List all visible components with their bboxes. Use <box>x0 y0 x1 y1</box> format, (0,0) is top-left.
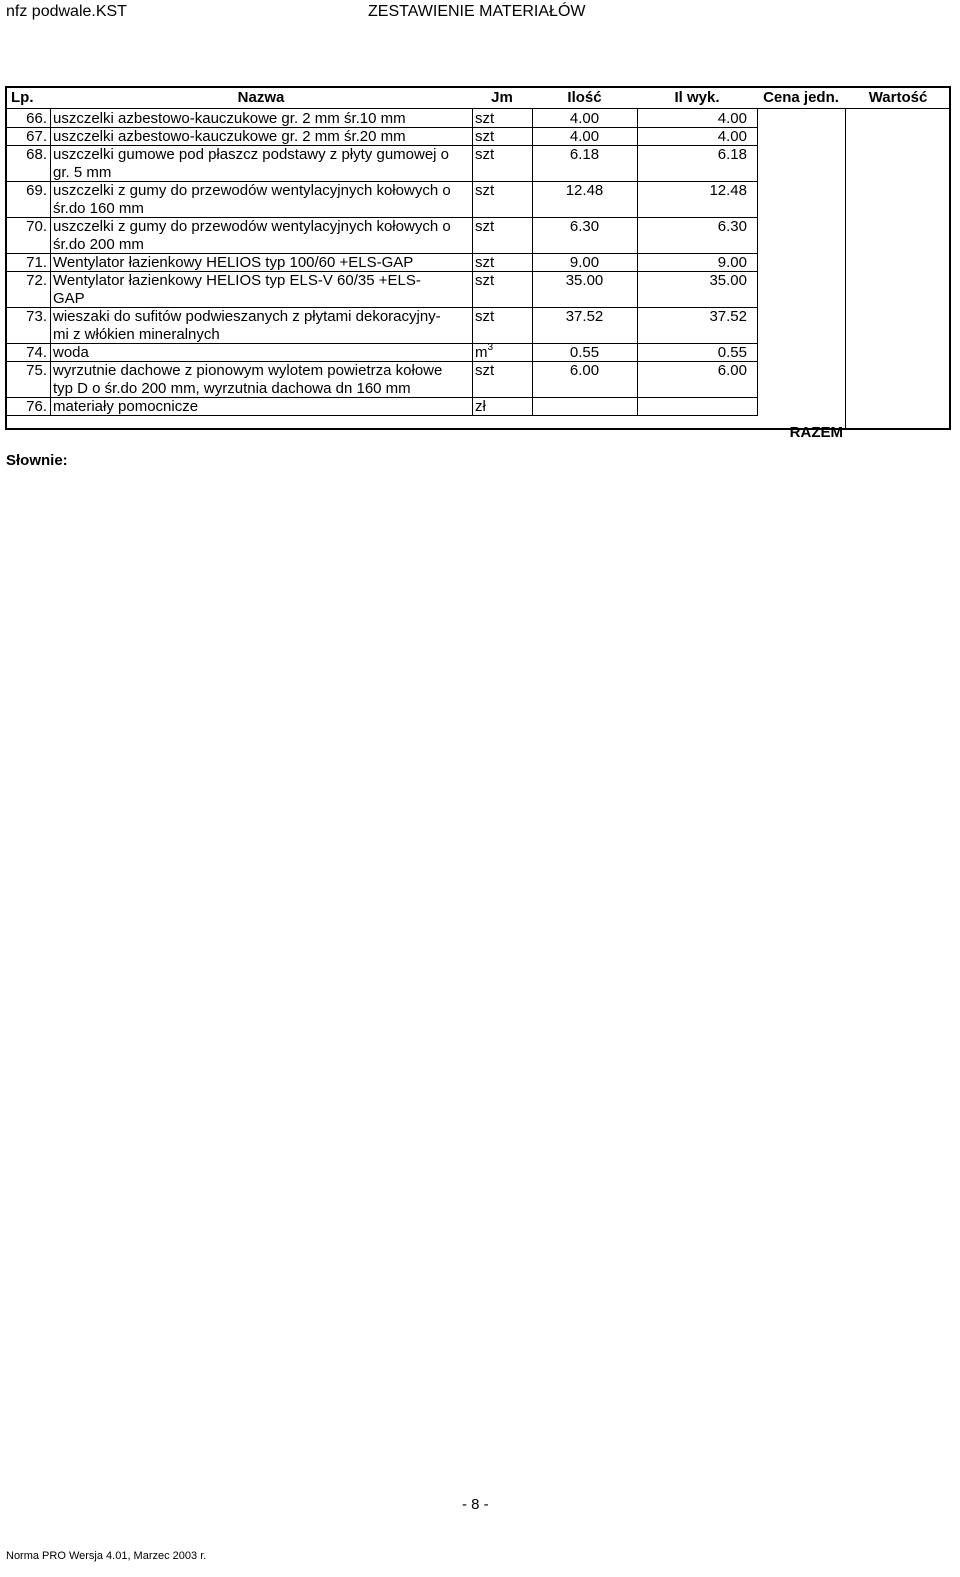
row-ilosc: 6.30 <box>569 218 600 235</box>
row-name: śr.do 200 mm <box>53 236 144 253</box>
row-il-wyk: 37.52 <box>709 308 747 325</box>
row-ilosc: 9.00 <box>569 254 600 271</box>
row-name: uszczelki z gumy do przewodów wentylacyjnych kołowych o <box>53 182 451 199</box>
row-il-wyk: 6.18 <box>717 146 747 163</box>
total-label: RAZEM <box>789 424 843 441</box>
column-divider <box>532 108 533 415</box>
table-border-right <box>949 86 951 430</box>
row-il-wyk: 12.48 <box>709 182 747 199</box>
row-name: Wentylator łazienkowy HELIOS typ ELS-V 60/35 +ELS- <box>53 272 421 289</box>
row-lp: 73. <box>26 308 47 325</box>
row-name: uszczelki gumowe pod płaszcz podstawy z płyty gumowej o <box>53 146 450 163</box>
row-il-wyk: 4.00 <box>717 110 747 127</box>
column-divider <box>472 108 473 415</box>
row-jm: $m^3$ <box>475 342 494 361</box>
row-jm: szt <box>475 146 495 163</box>
row-lp: 71. <box>26 254 47 271</box>
row-lp: 70. <box>26 218 47 235</box>
row-lp: 66. <box>26 110 47 127</box>
row-name: wyrzutnie dachowe z pionowym wylotem powietrza kołowe <box>53 362 443 379</box>
row-name: śr.do 160 mm <box>53 200 144 217</box>
row-jm: szt <box>475 254 495 271</box>
column-divider <box>845 108 846 428</box>
row-ilosc: 12.48 <box>565 182 604 199</box>
row-lp: 67. <box>26 128 47 145</box>
row-ilosc: 4.00 <box>569 128 600 145</box>
row-lp: 74. <box>26 344 47 361</box>
row-jm: szt <box>475 110 495 127</box>
column-header: Jm <box>491 89 513 106</box>
row-name: mi z włókien mineralnych <box>53 326 220 343</box>
column-divider <box>50 108 51 415</box>
slownie-label: Słownie: <box>6 452 68 469</box>
row-jm: szt <box>475 308 495 325</box>
row-ilosc: 35.00 <box>565 272 604 289</box>
row-name: uszczelki z gumy do przewodów wentylacyjnych kołowych o <box>53 218 451 235</box>
column-header: Cena jedn. <box>763 89 839 106</box>
row-name: gr. 5 mm <box>53 164 112 181</box>
table-border-top <box>5 86 951 88</box>
row-name: GAP <box>53 290 85 307</box>
row-il-wyk: 6.00 <box>717 362 747 379</box>
row-il-wyk: 35.00 <box>709 272 747 289</box>
row-jm: szt <box>475 182 495 199</box>
row-lp: 72. <box>26 272 47 289</box>
footer-text: Norma PRO Wersja 4.01, Marzec 2003 r. <box>6 1550 207 1562</box>
column-divider <box>637 108 638 415</box>
row-name: materiały pomocnicze <box>53 398 199 415</box>
row-jm: szt <box>475 362 495 379</box>
row-ilosc: 37.52 <box>565 308 604 325</box>
file-name: nfz podwale.KST <box>6 3 127 20</box>
row-ilosc: 6.18 <box>569 146 600 163</box>
column-header: Nazwa <box>237 89 285 106</box>
unit-superscript: 3 <box>487 342 494 353</box>
row-il-wyk: 4.00 <box>717 128 747 145</box>
header-divider <box>5 108 951 109</box>
row-name: uszczelki azbestowo-kauczukowe gr. 2 mm śr.20 mm <box>53 128 406 145</box>
row-jm: zł <box>475 398 486 415</box>
row-ilosc: 6.00 <box>569 362 600 379</box>
row-divider <box>7 415 758 416</box>
column-divider <box>757 108 758 415</box>
page-number: - 8 - <box>462 1496 489 1513</box>
row-il-wyk: 6.30 <box>717 218 747 235</box>
row-name: typ D o śr.do 200 mm, wyrzutnia dachowa dn 160 mm <box>53 380 411 397</box>
row-ilosc: 4.00 <box>569 110 600 127</box>
row-jm: szt <box>475 272 495 289</box>
materials-table <box>5 86 951 441</box>
row-jm: szt <box>475 128 495 145</box>
row-name: wieszaki do sufitów podwieszanych z płytami dekoracyjny- <box>53 308 441 325</box>
row-name: woda <box>53 344 89 361</box>
column-header: Il wyk. <box>674 89 720 106</box>
row-name: Wentylator łazienkowy HELIOS typ 100/60 +ELS-GAP <box>53 254 414 271</box>
row-il-wyk: 0.55 <box>717 344 747 361</box>
column-header: Ilość <box>567 89 602 106</box>
row-lp: 76. <box>26 398 47 415</box>
row-name: uszczelki azbestowo-kauczukowe gr. 2 mm śr.10 mm <box>53 110 406 127</box>
row-lp: 69. <box>26 182 47 199</box>
row-lp: 75. <box>26 362 47 379</box>
page-title: ZESTAWIENIE MATERIAŁÓW <box>368 3 586 20</box>
row-ilosc: 0.55 <box>569 344 600 361</box>
column-header: Lp. <box>11 89 34 106</box>
column-header: Wartość <box>868 89 928 106</box>
row-jm: szt <box>475 218 495 235</box>
row-il-wyk: 9.00 <box>717 254 747 271</box>
row-lp: 68. <box>26 146 47 163</box>
